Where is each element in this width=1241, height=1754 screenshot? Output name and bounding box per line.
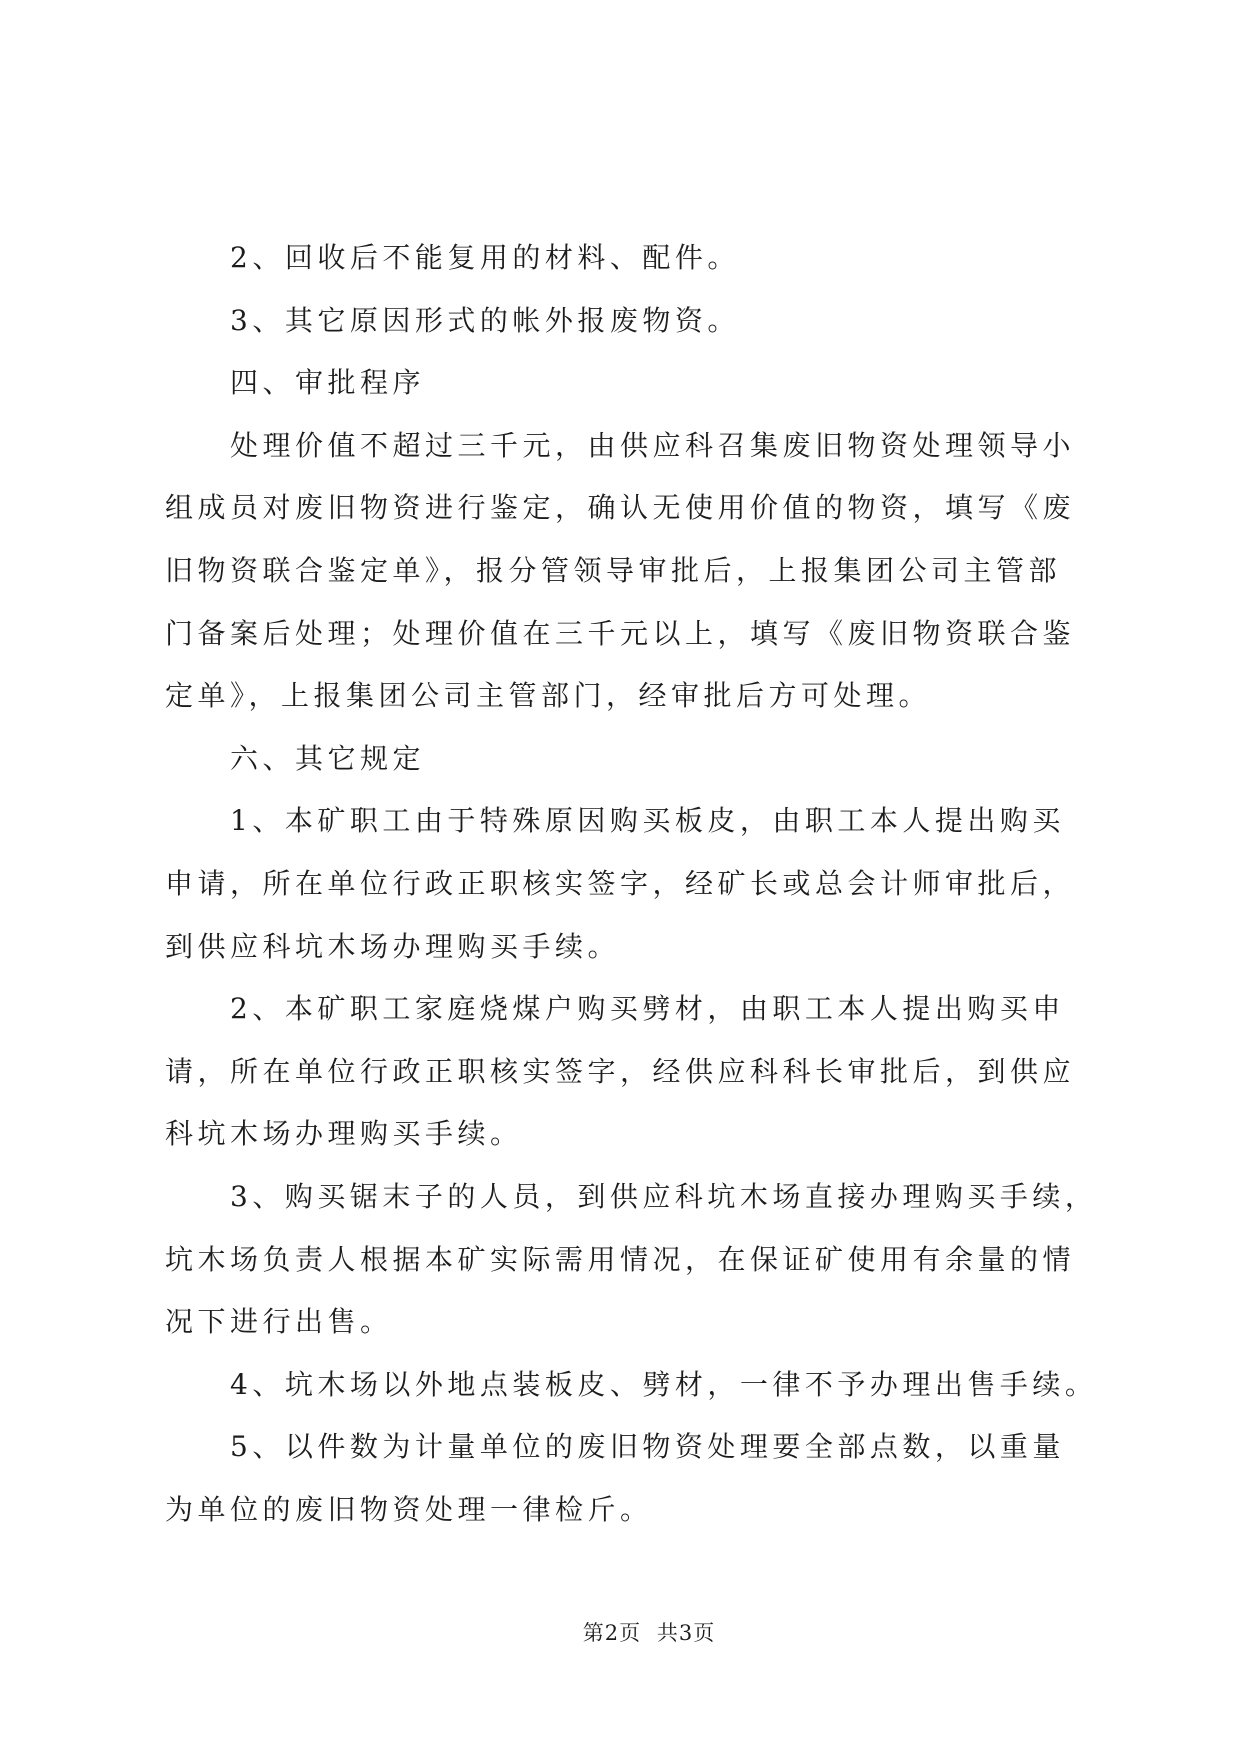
text-line: 为单位的废旧物资处理一律检斤。	[165, 1492, 653, 1526]
text-line: 科坑木场办理购买手续。	[165, 1117, 523, 1151]
text-line: 请，所在单位行政正职核实签字，经供应科科长审批后，到供应	[165, 1054, 1076, 1088]
text-line: 处理价值不超过三千元，由供应科召集废旧物资处理领导小	[230, 428, 1076, 462]
list-item-paragraph	[165, 1354, 1165, 1417]
text-line: 旧物资联合鉴定单》，报分管领导审批后，上报集团公司主管部	[165, 553, 1062, 587]
list-item-paragraph	[165, 1416, 1165, 1541]
text-line: 5、以件数为计量单位的废旧物资处理要全部点数，以重量	[230, 1430, 1065, 1464]
list-item-paragraph	[165, 290, 1165, 353]
list-item-paragraph	[165, 978, 1165, 1166]
text-line: 坑木场负责人根据本矿实际需用情况，在保证矿使用有余量的情	[165, 1242, 1076, 1276]
section-heading	[165, 728, 1165, 791]
section-heading	[165, 352, 1165, 415]
text-line: 到供应科坑木场办理购买手续。	[165, 929, 621, 963]
section-heading-text: 六、其它规定	[230, 741, 426, 775]
text-line: 况下进行出售。	[165, 1305, 393, 1339]
text-line: 门备案后处理；处理价值在三千元以上，填写《废旧物资联合鉴	[165, 616, 1076, 650]
text-line: 4、坑木场以外地点装板皮、劈材，一律不予办理出售手续。	[230, 1367, 1098, 1401]
list-item-paragraph	[165, 1166, 1165, 1354]
text-line: 2、回收后不能复用的材料、配件。	[230, 241, 740, 274]
section-heading-text: 四、审批程序	[230, 366, 426, 400]
text-line: 1、本矿职工由于特殊原因购买板皮，由职工本人提出购买	[230, 804, 1065, 838]
list-item-paragraph	[165, 227, 1165, 290]
text-line: 3、购买锯末子的人员，到供应科坑木场直接办理购买手续，	[230, 1179, 1098, 1213]
text-line: 2、本矿职工家庭烧煤户购买劈材，由职工本人提出购买申	[230, 992, 1065, 1026]
text-line: 申请，所在单位行政正职核实签字，经矿长或总会计师审批后，	[165, 866, 1076, 900]
paragraph	[165, 415, 1165, 728]
list-item-paragraph	[165, 790, 1165, 978]
document-body	[165, 227, 1165, 1541]
text-line: 3、其它原因形式的帐外报废物资。	[230, 303, 740, 337]
text-line: 定单》，上报集团公司主管部门，经审批后方可处理。	[165, 679, 932, 713]
page-number-footer: 第2页 共3页	[582, 1621, 716, 1645]
text-line: 组成员对废旧物资进行鉴定，确认无使用价值的物资，填写《废	[165, 491, 1076, 525]
